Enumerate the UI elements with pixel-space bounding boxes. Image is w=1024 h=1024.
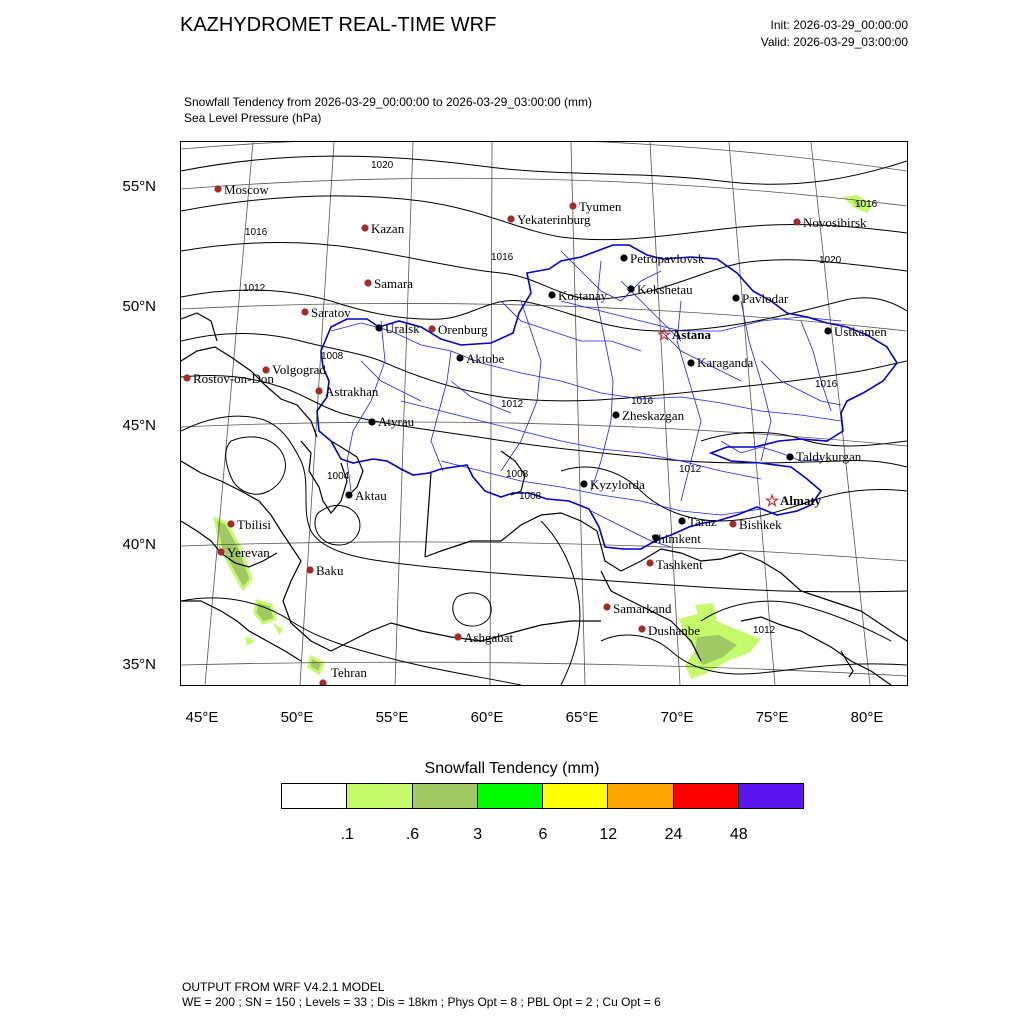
city-label-pavlodar: Pavlodar bbox=[742, 291, 789, 306]
legend-colorbar bbox=[282, 783, 804, 809]
isobar-label: 1020 bbox=[371, 160, 394, 171]
isobar-label: 1012 bbox=[679, 464, 702, 475]
city-label-aktau: Aktau bbox=[355, 488, 387, 503]
legend-title: Snowfall Tendency (mm) bbox=[424, 760, 600, 777]
city-label-zheskazgan: Zheskazgan bbox=[622, 408, 685, 423]
map-canvas bbox=[181, 142, 907, 685]
lat-label-40: 40°N bbox=[122, 536, 156, 553]
city-label-rostov: Rostov-on-Don bbox=[193, 371, 274, 386]
lon-label-60: 60°E bbox=[470, 709, 504, 726]
lon-label-80: 80°E bbox=[850, 709, 884, 726]
isobar-label: 1016 bbox=[491, 252, 514, 263]
legend-tick-label: .1 bbox=[340, 826, 354, 843]
field-description-pressure: Sea Level Pressure (hPa) bbox=[184, 111, 322, 125]
capital-star-icon: ☆ bbox=[656, 327, 672, 344]
lat-label-35: 35°N bbox=[122, 656, 156, 673]
city-label-yerevan: Yerevan bbox=[227, 545, 270, 560]
city-label-kyzylorda: Kyzylorda bbox=[590, 477, 645, 492]
city-label-tyumen: Tyumen bbox=[579, 199, 622, 214]
legend-swatch bbox=[281, 783, 347, 809]
valid-time: Valid: 2026-03-29_03:00:00 bbox=[760, 35, 908, 49]
isobar-label: 1016 bbox=[855, 199, 878, 210]
isobar-label: 1016 bbox=[245, 227, 268, 238]
isobar-label: 1008 bbox=[519, 491, 542, 502]
field-description-snowfall: Snowfall Tendency from 2026-03-29_00:00:00 to 2026-03-29_03:00:00 (mm) bbox=[184, 95, 593, 109]
legend-tick-label: 3 bbox=[473, 826, 483, 843]
lat-label-45: 45°N bbox=[122, 417, 156, 434]
isobar-label: 1016 bbox=[631, 396, 654, 407]
lon-label-45: 45°E bbox=[185, 709, 219, 726]
city-label-aktobe: Aktobe bbox=[466, 351, 505, 366]
legend-tick-label: 24 bbox=[664, 826, 683, 843]
model-info: OUTPUT FROM WRF V4.2.1 MODEL bbox=[182, 980, 385, 994]
isobar-label: 1004 bbox=[327, 471, 350, 482]
city-label-baku: Baku bbox=[316, 563, 344, 578]
legend-swatch bbox=[738, 783, 804, 809]
isobar-label: 1008 bbox=[321, 351, 344, 362]
city-label-ustkamen: Ustkamen bbox=[834, 324, 887, 339]
isobars bbox=[181, 156, 907, 685]
city-label-kazan: Kazan bbox=[371, 221, 405, 236]
city-label-bishkek: Bishkek bbox=[739, 517, 782, 532]
city-label-samarkand: Samarkand bbox=[613, 601, 672, 616]
city-label-moscow: Moscow bbox=[224, 182, 269, 197]
legend-tick-label: .6 bbox=[405, 826, 420, 843]
legend-swatch bbox=[673, 783, 739, 809]
init-time: Init: 2026-03-29_00:00:00 bbox=[770, 18, 908, 32]
legend-swatch bbox=[542, 783, 608, 809]
city-label-tbilisi: Tbilisi bbox=[237, 517, 271, 532]
city-label-ashgabat: Ashgabat bbox=[464, 630, 514, 645]
city-label-atyrau: Atyrau bbox=[378, 414, 415, 429]
isobar-label: 1008 bbox=[506, 469, 529, 480]
city-label-shimkent: Shimkent bbox=[651, 531, 701, 546]
city-label-karaganda: Karaganda bbox=[697, 355, 754, 370]
city-label-tashkent: Tashkent bbox=[656, 557, 703, 572]
city-label-kokshetau: Kokshetau bbox=[637, 282, 693, 297]
city-label-uralsk: Uralsk bbox=[385, 321, 420, 336]
legend-tick-label: 6 bbox=[538, 826, 548, 843]
lon-label-70: 70°E bbox=[660, 709, 694, 726]
city-label-astana: Astana bbox=[672, 327, 712, 342]
city-label-taraz: Taraz bbox=[688, 514, 717, 529]
city-label-petropavlovsk: Petropavlovsk bbox=[630, 251, 705, 266]
city-label-volgograd: Volgograd bbox=[272, 362, 326, 377]
isobar-label: 1012 bbox=[243, 283, 266, 294]
city-label-astrakhan: Astrakhan bbox=[325, 384, 379, 399]
isobar-label: 1020 bbox=[819, 255, 842, 266]
legend-tick-label: 12 bbox=[599, 826, 618, 843]
city-label-kostanay: Kostanay bbox=[558, 288, 608, 303]
city-label-taldykurgan: Taldykurgan bbox=[796, 449, 862, 464]
city-label-almaty: Almaty bbox=[780, 493, 822, 508]
isobar-label: 1012 bbox=[753, 625, 776, 636]
city-label-tehran: Tehran bbox=[331, 665, 367, 680]
chart-title: KAZHYDROMET REAL-TIME WRF bbox=[180, 14, 497, 36]
city-label-yekaterinburg: Yekaterinburg bbox=[517, 212, 591, 227]
lat-label-50: 50°N bbox=[122, 298, 156, 315]
model-settings: WE = 200 ; SN = 150 ; Levels = 33 ; Dis = 18km ; Phys Opt = 8 ; PBL Opt = 2 ; Cu Opt = 6 bbox=[182, 995, 661, 1009]
legend-swatch bbox=[477, 783, 543, 809]
city-label-samara: Samara bbox=[374, 276, 413, 291]
isobar-label: 1016 bbox=[815, 379, 838, 390]
city-label-novosibirsk: Novosibirsk bbox=[803, 215, 867, 230]
isobar-label: 1012 bbox=[501, 399, 524, 410]
city-label-saratov: Saratov bbox=[311, 305, 351, 320]
capital-star-icon: ☆ bbox=[764, 493, 780, 510]
legend-tick-label: 48 bbox=[729, 826, 748, 843]
legend-swatch bbox=[607, 783, 673, 809]
city-label-dushanbe: Dushanbe bbox=[648, 623, 700, 638]
legend-swatch bbox=[346, 783, 412, 809]
lon-label-75: 75°E bbox=[755, 709, 789, 726]
lat-label-55: 55°N bbox=[122, 178, 156, 195]
map-panel bbox=[180, 141, 908, 686]
lon-label-55: 55°E bbox=[375, 709, 409, 726]
lon-label-65: 65°E bbox=[565, 709, 599, 726]
lon-label-50: 50°E bbox=[280, 709, 314, 726]
legend-swatch bbox=[412, 783, 478, 809]
city-label-orenburg: Orenburg bbox=[438, 322, 488, 337]
